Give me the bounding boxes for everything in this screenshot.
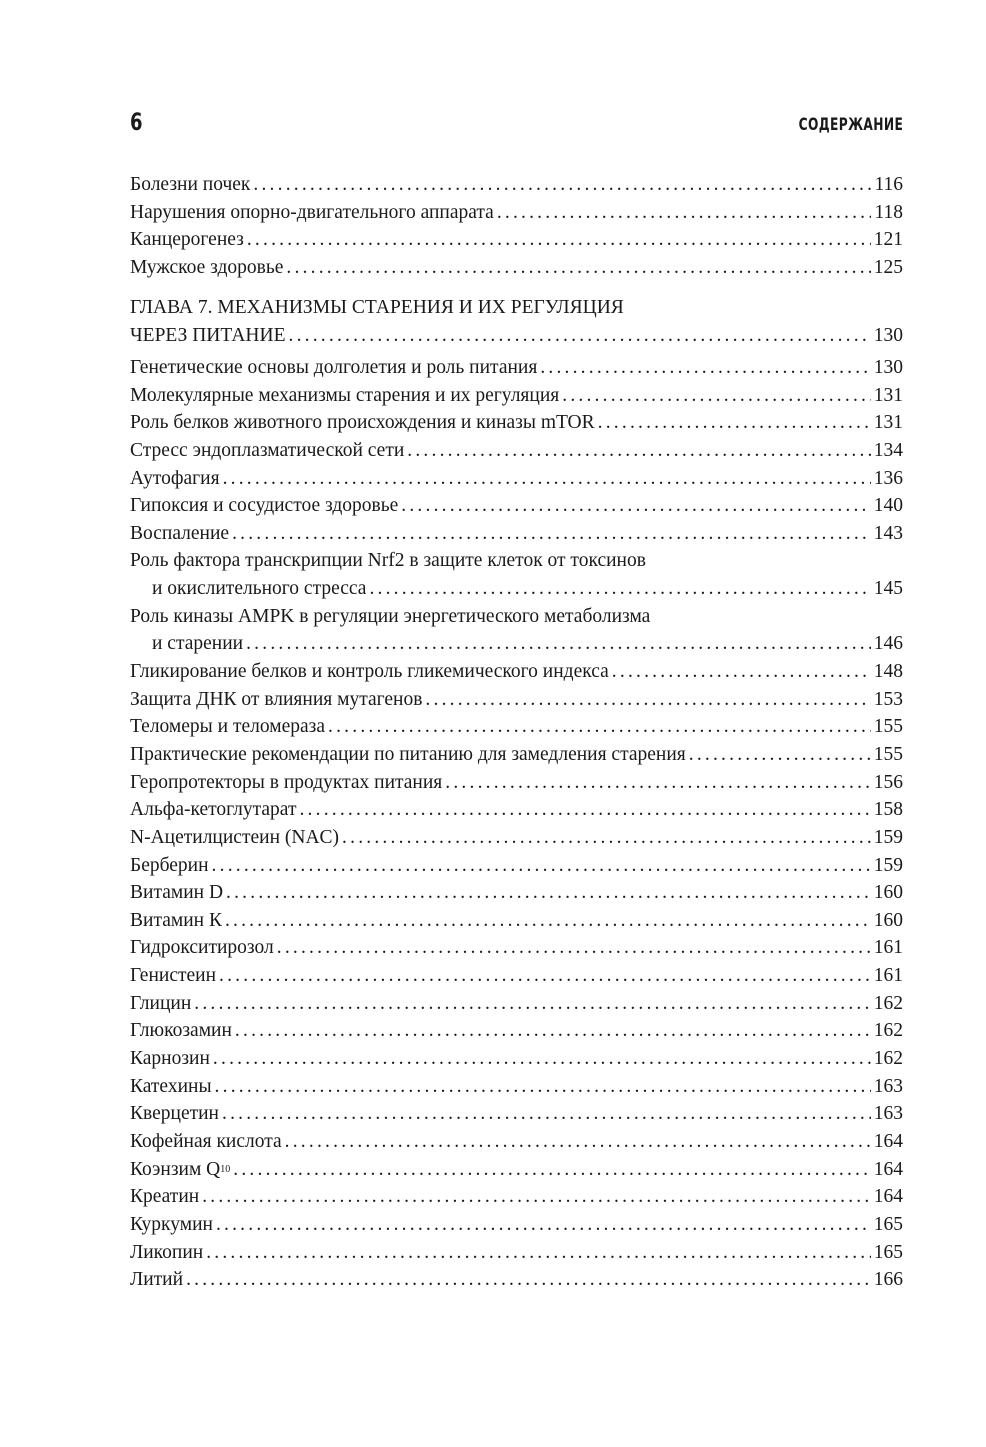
toc-entry[interactable] xyxy=(130,658,903,686)
toc-entry[interactable] xyxy=(130,409,903,437)
entry-page: 159 xyxy=(873,826,903,848)
dot-leader xyxy=(540,354,870,382)
entry-page: 161 xyxy=(873,937,903,959)
entry-title: Кверцетин xyxy=(130,1103,219,1125)
toc-entry[interactable] xyxy=(130,630,903,658)
toc-entry[interactable] xyxy=(130,520,903,548)
entry-title: Роль белков животного происхождения и киназы mTOR xyxy=(130,412,595,434)
entry-page: 143 xyxy=(873,522,903,544)
dot-leader xyxy=(401,492,870,520)
entry-title: Геропротекторы в продуктах питания xyxy=(130,771,443,793)
entry-page: 155 xyxy=(873,743,903,765)
entry-title: Глюкозамин xyxy=(130,1020,232,1042)
entry-page: 130 xyxy=(873,357,903,378)
dot-leader xyxy=(206,1239,871,1267)
entry-page: 156 xyxy=(873,771,903,793)
entry-page: 146 xyxy=(873,633,903,655)
entry-title: и окислительного стресса xyxy=(152,578,367,600)
toc-entry[interactable] xyxy=(130,686,903,714)
entry-title: Витамин К xyxy=(130,909,222,931)
toc-entry[interactable] xyxy=(130,437,903,465)
dot-leader xyxy=(223,465,871,493)
dot-leader xyxy=(233,1156,870,1184)
entry-page: 145 xyxy=(873,578,903,600)
dot-leader xyxy=(328,713,871,741)
entry-page: 162 xyxy=(873,1020,903,1042)
entry-title: Катехины xyxy=(130,1075,212,1097)
entry-title: Роль фактора транскрипции Nrf2 в защите клеток от токсинов xyxy=(130,550,646,572)
entry-title: N-Ацетилцистеин (NAC) xyxy=(130,826,340,848)
toc-entry[interactable] xyxy=(130,1045,903,1073)
chapter-title-line1: ГЛАВА 7. МЕХАНИЗМЫ СТАРЕНИЯ И ИХ РЕГУЛЯЦИЯ xyxy=(130,297,624,318)
toc-entry[interactable] xyxy=(130,769,903,797)
entry-title: Мужское здоровье xyxy=(130,256,284,278)
dot-leader xyxy=(497,199,872,227)
entry-page: 161 xyxy=(873,965,903,987)
entry-page: 160 xyxy=(873,882,903,904)
toc-entry[interactable] xyxy=(130,465,903,493)
dot-leader xyxy=(235,1017,871,1045)
dot-leader xyxy=(299,796,870,824)
dot-leader xyxy=(598,409,871,437)
toc-entry[interactable] xyxy=(130,1266,903,1294)
dot-leader xyxy=(407,437,870,465)
running-title: СОДЕРЖАНИЕ xyxy=(798,115,903,135)
chapter-title-line2: ЧЕРЕЗ ПИТАНИЕ xyxy=(130,324,286,346)
dot-leader xyxy=(562,382,871,410)
entry-title: Практические рекомендации по питанию для замедления старения xyxy=(130,743,686,765)
entry-title: Гидрокситирозол xyxy=(130,937,274,959)
toc-entry[interactable] xyxy=(130,852,903,880)
entry-page: 162 xyxy=(873,1048,903,1070)
toc-entry-title-line xyxy=(130,603,903,631)
entry-title: Литий xyxy=(130,1269,184,1291)
dot-leader xyxy=(285,1128,871,1156)
dot-leader xyxy=(202,1183,871,1211)
entry-page: 155 xyxy=(873,716,903,738)
toc-entry[interactable] xyxy=(130,382,903,410)
dot-leader xyxy=(213,1045,871,1073)
entry-page: 163 xyxy=(873,1075,903,1097)
dot-leader xyxy=(219,962,871,990)
entry-page: 166 xyxy=(873,1269,903,1291)
toc-entry[interactable] xyxy=(130,907,903,935)
entry-page: 131 xyxy=(873,412,903,434)
toc-entry[interactable] xyxy=(130,199,903,227)
entry-title: Аутофагия xyxy=(130,467,220,489)
toc-entry[interactable] xyxy=(130,1017,903,1045)
entry-page: 148 xyxy=(873,661,903,683)
dot-leader xyxy=(216,1211,871,1239)
toc-entry[interactable] xyxy=(130,254,903,282)
toc-entry[interactable] xyxy=(130,1073,903,1101)
running-header xyxy=(130,108,903,142)
toc-entry[interactable] xyxy=(130,962,903,990)
entry-title: Креатин xyxy=(130,1186,200,1208)
entry-page: 131 xyxy=(873,384,903,406)
dot-leader xyxy=(425,686,870,714)
dot-leader xyxy=(232,520,871,548)
toc-entry[interactable] xyxy=(130,796,903,824)
toc-entry-title-line xyxy=(130,547,903,575)
entry-page: 134 xyxy=(873,439,903,461)
entry-page: 163 xyxy=(873,1103,903,1125)
entry-title: Ликопин xyxy=(130,1241,204,1263)
toc-entry[interactable] xyxy=(130,741,903,769)
entry-title: Кофейная кислота xyxy=(130,1130,282,1152)
dot-leader xyxy=(212,852,871,880)
chapter-page: 130 xyxy=(873,324,903,346)
toc-top-section xyxy=(130,171,903,282)
dot-leader xyxy=(342,824,871,852)
toc-entry-chapter[interactable] xyxy=(130,322,903,350)
entry-title: Гликирование белков и контроль гликемического индекса xyxy=(130,661,609,683)
dot-leader xyxy=(289,322,871,350)
entry-page: 164 xyxy=(873,1158,903,1180)
dot-leader xyxy=(186,1266,871,1294)
toc-entry[interactable] xyxy=(130,990,903,1018)
dot-leader xyxy=(247,226,871,254)
subscript: 10 xyxy=(220,1163,231,1175)
entry-page: 118 xyxy=(874,201,903,223)
entry-title: Глицин xyxy=(130,992,192,1014)
entry-title: Стресс эндоплазматической сети xyxy=(130,439,405,461)
entry-page: 140 xyxy=(873,495,903,517)
entry-title: Защита ДНК от влияния мутагенов xyxy=(130,688,423,710)
page-number: 6 xyxy=(130,108,143,136)
toc-entry[interactable] xyxy=(130,934,903,962)
entry-page: 159 xyxy=(873,854,903,876)
entry-page: 136 xyxy=(873,467,903,489)
toc-entry[interactable] xyxy=(130,492,903,520)
entry-title: Канцерогенез xyxy=(130,229,244,251)
toc-entry[interactable] xyxy=(130,171,903,199)
toc-main-section xyxy=(130,354,903,1294)
toc-entry[interactable] xyxy=(130,1239,903,1267)
toc-entry[interactable] xyxy=(130,354,903,382)
toc-entry[interactable] xyxy=(130,713,903,741)
toc-entry[interactable] xyxy=(130,1183,903,1211)
dot-leader xyxy=(369,575,870,603)
dot-leader xyxy=(253,171,871,199)
entry-page: 116 xyxy=(874,174,903,195)
entry-page: 121 xyxy=(873,229,903,251)
toc-entry[interactable] xyxy=(130,879,903,907)
entry-title: и старении xyxy=(152,633,244,655)
dot-leader xyxy=(689,741,871,769)
entry-title: Куркумин xyxy=(130,1213,213,1235)
dot-leader xyxy=(194,990,870,1018)
entry-page: 125 xyxy=(873,256,903,278)
dot-leader xyxy=(286,254,870,282)
dot-leader xyxy=(445,769,870,797)
entry-page: 164 xyxy=(873,1186,903,1208)
toc-entry[interactable] xyxy=(130,1128,903,1156)
entry-title: Генетические основы долголетия и роль питания xyxy=(130,357,538,378)
entry-page: 153 xyxy=(873,688,903,710)
dot-leader xyxy=(277,934,871,962)
dot-leader xyxy=(612,658,871,686)
toc-entry[interactable] xyxy=(130,575,903,603)
entry-title: Коэнзим Q xyxy=(130,1158,221,1180)
chapter-heading xyxy=(130,294,903,349)
toc-entry[interactable] xyxy=(130,1100,903,1128)
toc-entry[interactable] xyxy=(130,824,903,852)
entry-title: Воспаление xyxy=(130,522,230,544)
dot-leader xyxy=(222,1100,871,1128)
entry-page: 165 xyxy=(873,1213,903,1235)
entry-title: Альфа-кетоглутарат xyxy=(130,799,297,821)
toc-entry[interactable] xyxy=(130,226,903,254)
dot-leader xyxy=(225,907,871,935)
toc-entry[interactable] xyxy=(130,1211,903,1239)
entry-page: 162 xyxy=(873,992,903,1014)
dot-leader xyxy=(215,1073,871,1101)
entry-title: Роль киназы AMPK в регуляции энергетического метаболизма xyxy=(130,605,651,627)
entry-title: Гипоксия и сосудистое здоровье xyxy=(130,495,399,517)
entry-page: 165 xyxy=(873,1241,903,1263)
entry-title: Болезни почек xyxy=(130,174,251,195)
entry-page: 160 xyxy=(873,909,903,931)
entry-title: Нарушения опорно-двигательного аппарата xyxy=(130,201,494,223)
toc-entry[interactable] xyxy=(130,1156,903,1184)
entry-page: 164 xyxy=(873,1130,903,1152)
entry-title: Карнозин xyxy=(130,1048,210,1070)
entry-title: Теломеры и теломераза xyxy=(130,716,326,738)
entry-title: Молекулярные механизмы старения и их регуляция xyxy=(130,384,560,406)
entry-page: 158 xyxy=(873,799,903,821)
entry-title: Берберин xyxy=(130,854,209,876)
entry-title: Витамин D xyxy=(130,882,224,904)
entry-title: Генистеин xyxy=(130,965,217,987)
dot-leader xyxy=(246,630,871,658)
dot-leader xyxy=(226,879,871,907)
